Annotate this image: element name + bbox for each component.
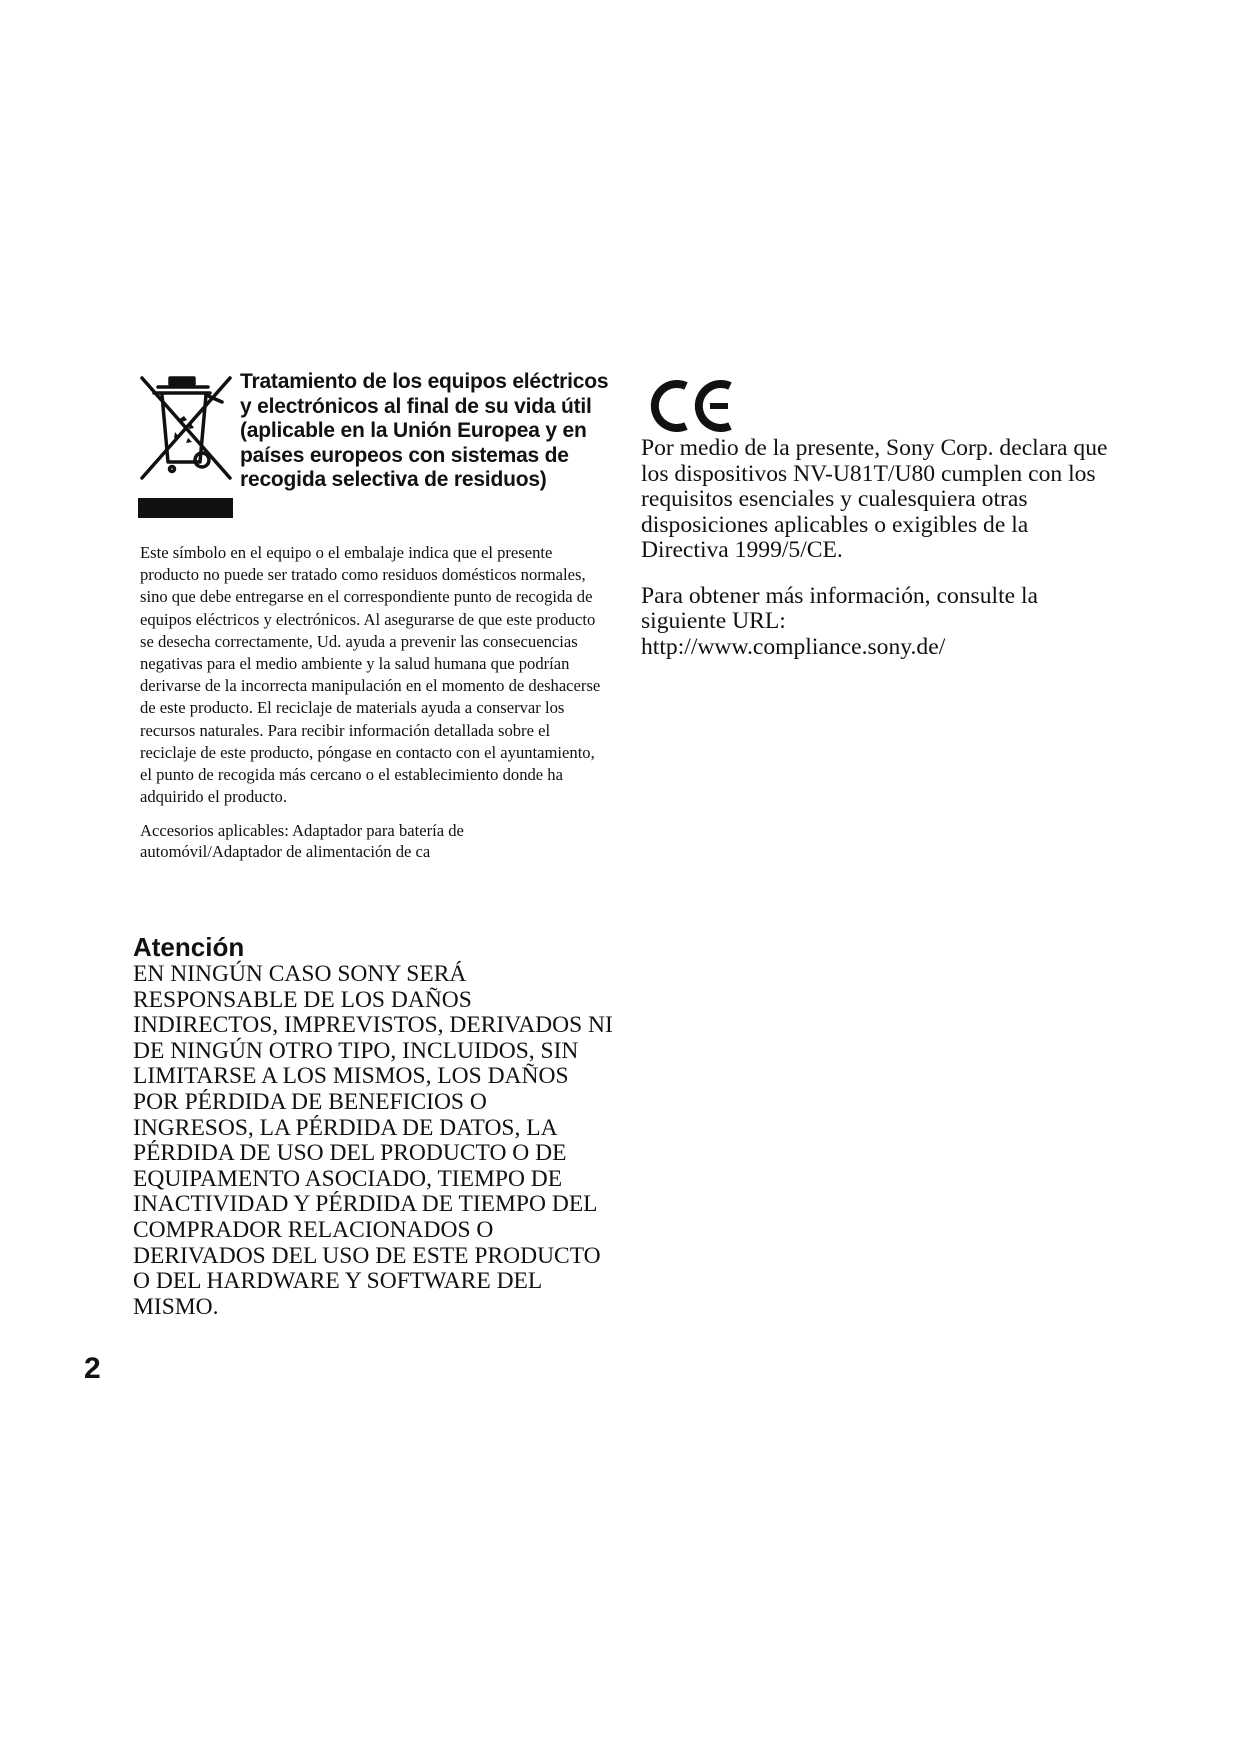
weee-body-text: Este símbolo en el equipo o el embalaje indica que el presente producto no puede ser tratado como residuos domésticos normales, sino que debe entregarse en el correspondiente punto de recogida de equipos eléctricos y electrónicos. Al asegurarse de que este producto se desecha correctamente, Ud. ayuda a prevenir las consecuencias negativas para el medio ambiente y la salud humana que podrían derivarse de la incorrecta manipulación en el momento de deshacerse de este producto. El reciclaje de materials ayuda a conservar los recursos naturales. Para recibir información detallada sobre el reciclaje de este producto, póngase en contacto con el ayuntamiento, el punto de recogida más cercano o el establecimiento donde ha adquirido el producto. (140, 543, 601, 807)
attention-body-text: EN NINGÚN CASO SONY SERÁ RESPONSABLE DE LOS DAÑOS INDIRECTOS, IMPREVISTOS, DERIVADOS NI DE NINGÚN OTRO TIPO, INCLUIDOS, SIN LIMITARSE A LOS MISMOS, LOS DAÑOS POR PÉRDIDA DE BENEFICIOS O INGRESOS, LA PÉRDIDA DE DATOS, LA PÉRDIDA DE USO DEL PRODUCTO O DE EQUIPAMENTO ASOCIADO, TIEMPO DE INACTIVIDAD Y PÉRDIDA DE TIEMPO DEL COMPRADOR RELACIONADOS O DERIVADOS DEL USO DE ESTE PRODUCTO O DEL HARDWARE Y SOFTWARE DEL MISMO. (133, 961, 613, 1320)
info-text: Para obtener más información, consulte la siguiente URL: (641, 582, 1039, 634)
compliance-url-link[interactable]: http://www.compliance.sony.de/ (641, 633, 946, 660)
compliance-section (641, 378, 1111, 660)
info-paragraph (641, 584, 1111, 661)
attention-title: Atención (133, 932, 245, 962)
accessories-text: Accesorios aplicables: Adaptador para batería de automóvil/Adaptador de alimentación de ca (140, 821, 464, 862)
attention-section (133, 932, 633, 1320)
crossed-out-wheelie-bin-icon (138, 374, 236, 524)
weee-header-block (138, 370, 608, 530)
weee-section (138, 370, 608, 862)
weee-heading: Tratamiento de los equipos eléctricos y electrónicos al final de su vida útil (aplicable en la Unión Europea y en países europeos con sistemas de recogida selectiva de residuos) (240, 370, 609, 492)
declaration-text: Por medio de la presente, Sony Corp. declara que los dispositivos NV-U81T/U80 cumplen con los requisitos esenciales y cualesquiera otras disposiciones aplicables o exigibles de la Directiva 1999/5/CE. (641, 435, 1108, 563)
ce-mark-icon (650, 378, 734, 434)
page-number: 2 (84, 1352, 101, 1385)
